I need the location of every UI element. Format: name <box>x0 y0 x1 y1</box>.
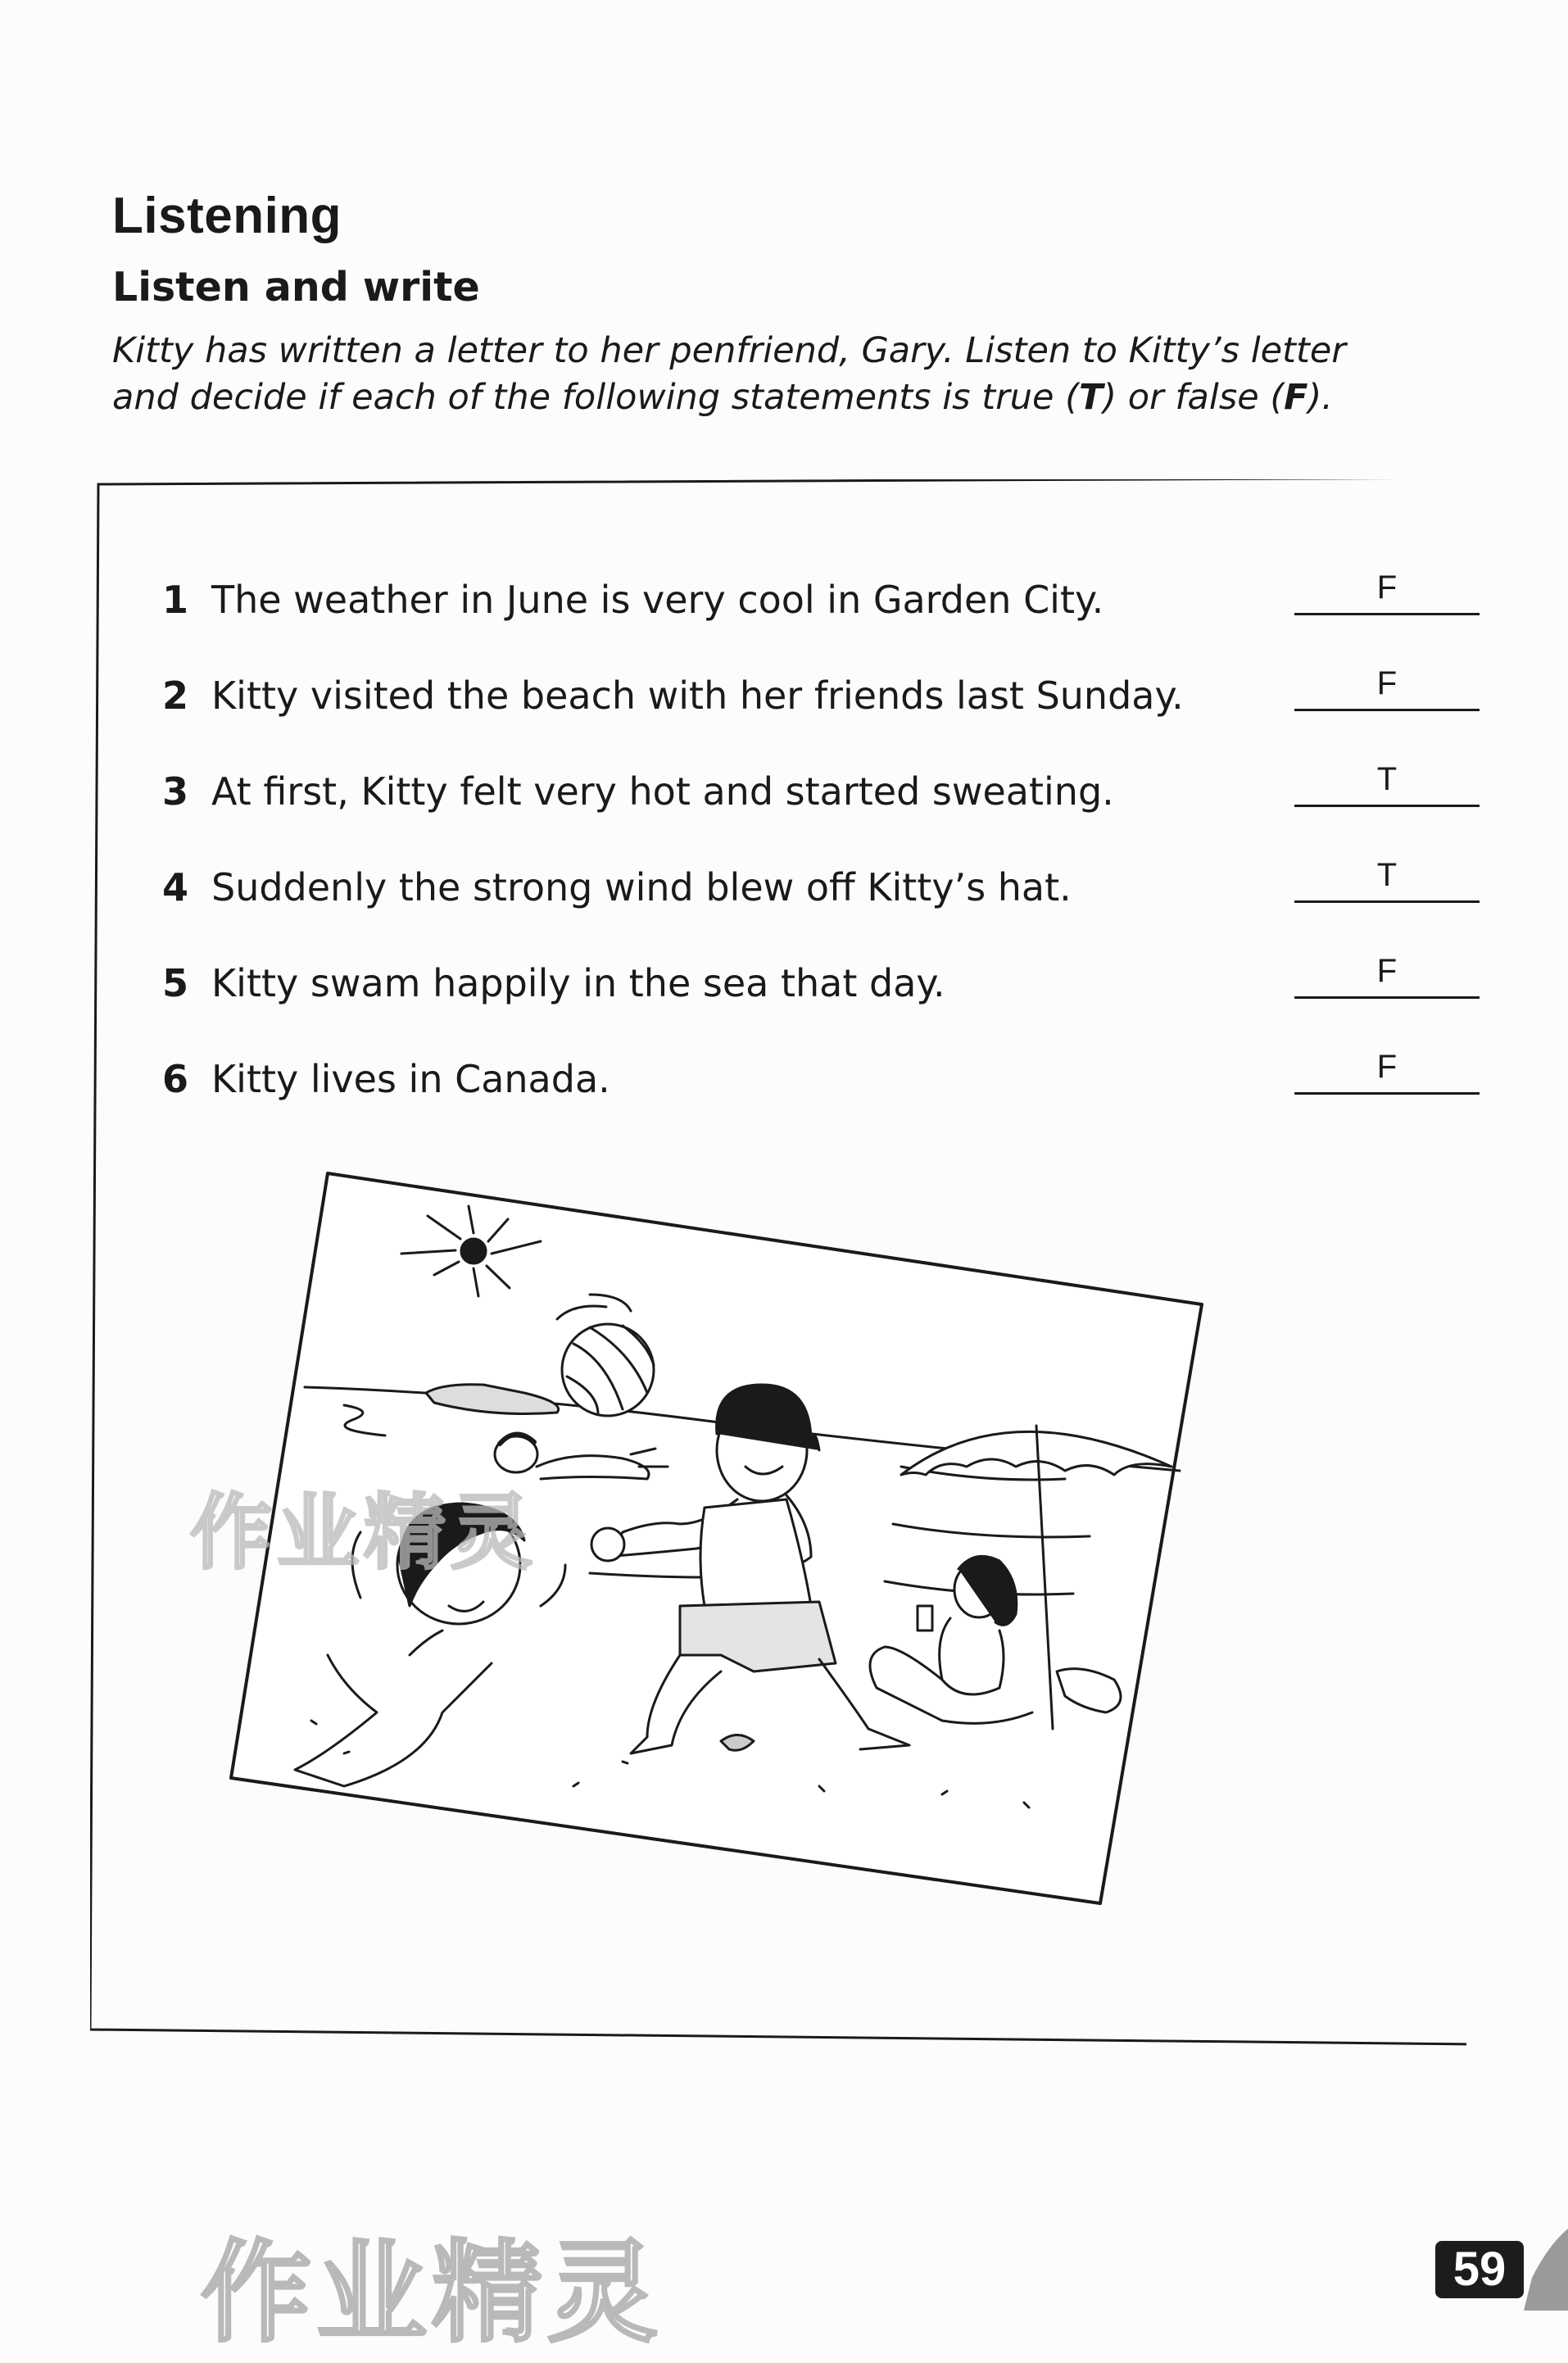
watermark-top: 作业精灵 <box>190 1485 537 1581</box>
question-number: 6 <box>162 1057 189 1101</box>
question-number: 3 <box>162 769 189 814</box>
answer-field[interactable]: F <box>1376 953 1398 989</box>
watermark-bottom: 作业精灵 <box>201 2229 663 2357</box>
question-number: 4 <box>162 865 189 909</box>
question-number: 2 <box>162 674 189 718</box>
answer-field[interactable]: F <box>1376 569 1398 605</box>
question-text: Kitty lives in Canada. <box>211 1057 610 1101</box>
instruction-text-1: Kitty has written a letter to her penfriend, Gary. Listen to Kitty’s letter and decide if each of the following statements is true ( <box>112 330 1346 418</box>
question-text: Suddenly the strong wind blew off Kitty’s hat. <box>211 865 1072 909</box>
question-number: 1 <box>162 578 189 622</box>
answer-field[interactable]: F <box>1376 1049 1398 1085</box>
section-title: Listening <box>112 188 342 244</box>
question-text: At first, Kitty felt very hot and started sweating. <box>211 769 1114 814</box>
exercise-subtitle: Listen and write <box>112 264 480 311</box>
instruction-text-2: ) or false ( <box>1103 377 1285 418</box>
true-marker: T <box>1078 377 1103 418</box>
question-text: Kitty swam happily in the sea that day. <box>211 961 945 1005</box>
answer-field[interactable]: T <box>1376 857 1398 893</box>
false-marker: F <box>1284 377 1308 418</box>
question-text: The weather in June is very cool in Garden City. <box>211 578 1104 622</box>
page-number: 59 <box>1435 2241 1524 2298</box>
page-corner-tab <box>1524 2212 1568 2311</box>
question-text: Kitty visited the beach with her friends last Sunday. <box>211 674 1184 718</box>
instruction-text-3: ). <box>1307 377 1333 418</box>
answer-field[interactable]: F <box>1376 665 1398 701</box>
answer-field[interactable]: T <box>1376 761 1398 797</box>
question-number: 5 <box>162 961 189 1005</box>
